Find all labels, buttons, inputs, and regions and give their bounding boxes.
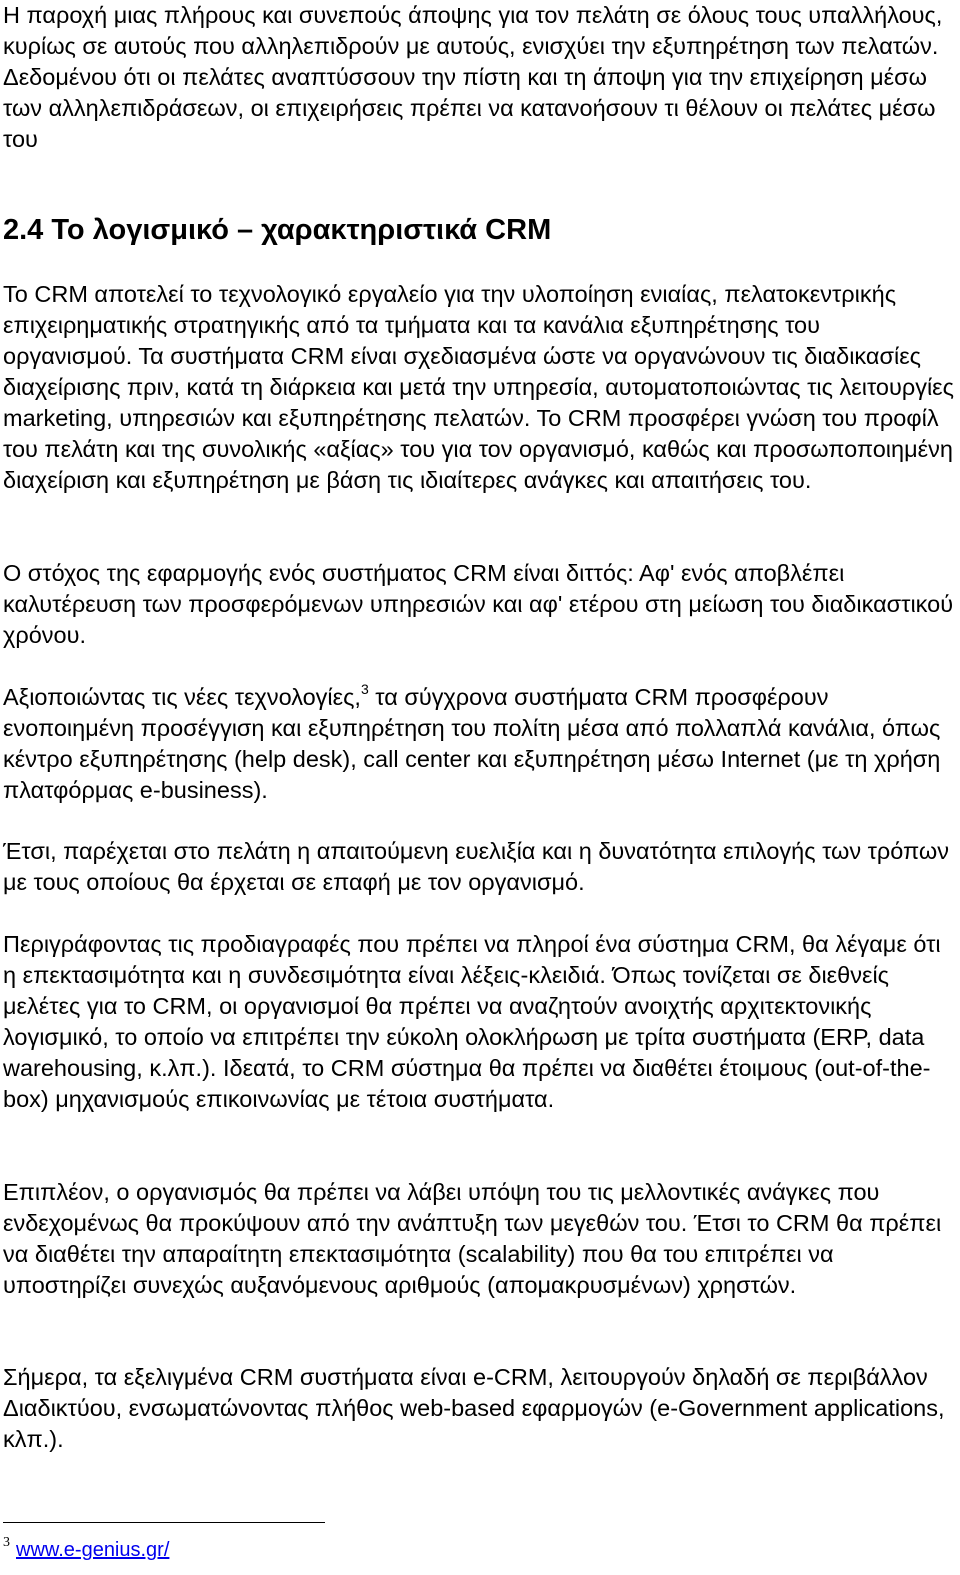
- paragraph-2: Ο στόχος της εφαρμογής ενός συστήματος CRM είναι διττός: Αφ' ενός αποβλέπει καλυτέρευση των προσφερόμενων υπηρεσιών και αφ' ετέρου στη μείωση του διαδικαστικού χρόνου.: [3, 560, 954, 648]
- paragraph-2-block: [3, 558, 955, 651]
- paragraph-5: Περιγράφοντας τις προδιαγραφές που πρέπει να πληροί ένα σύστημα CRM, θα λέγαμε ότι η επεκτασιμότητα και η συνδεσιμότητα είναι λέξεις-κλειδιά. Όπως τονίζεται σε διεθνείς μελέτες για το CRM, οι οργανισμοί θα πρέπει να αναζητούν ανοιχτής αρχιτεκτονικής λογισμικό, το οποίο να επιτρέπει την εύκολη ολοκλήρωση με τρίτα συστήματα (ERP, data warehousing, κ.λπ.). Ιδεατά, το CRM σύστημα θα πρέπει να διαθέτει έτοιμους (out-of-the-box) μηχανισμούς επικοινωνίας με τέτοια συστήματα.: [3, 931, 941, 1112]
- paragraph-6: Επιπλέον, ο οργανισμός θα πρέπει να λάβει υπόψη του τις μελλοντικές ανάγκες που ενδεχομένως θα προκύψουν από την ανάπτυξη των μεγεθών του. Έτσι το CRM θα πρέπει να διαθέτει την απαραίτητη επεκτασιμότητα (scalability) που θα του επιτρέπει να υποστηρίζει συνεχώς αυξανόμενους αριθμούς (απομακρυσμένων) χρηστών.: [3, 1179, 942, 1298]
- footnote: [3, 1533, 169, 1562]
- paragraph-4-block: [3, 836, 955, 898]
- paragraph-3-start: Αξιοποιώντας τις νέες τεχνολογίες,: [3, 684, 361, 710]
- footnote-link[interactable]: www.e-genius.gr/: [16, 1538, 170, 1561]
- section-heading: 2.4 Το λογισμικό – χαρακτηριστικά CRM: [3, 214, 552, 246]
- paragraph-6-block: [3, 1177, 955, 1301]
- paragraph-7: Σήμερα, τα εξελιγμένα CRM συστήματα είναι e-CRM, λειτουργούν δηλαδή σε περιβάλλον Διαδικτύου, ενσωματώνοντας πλήθος web-based εφαρμογών (e-Government applications, κλπ.).: [3, 1364, 945, 1452]
- paragraph-4: Έτσι, παρέχεται στο πελάτη η απαιτούμενη ευελιξία και η δυνατότητα επιλογής των τρόπων με τους οποίους θα έρχεται σε επαφή με τον οργανισμό.: [3, 838, 950, 895]
- paragraph-3-block: [3, 682, 955, 806]
- paragraph-3-end: τα σύγχρονα συστήματα CRM προσφέρουν ενοποιημένη προσέγγιση και εξυπηρέτηση του πολίτη μέσα από πολλαπλά κανάλια, όπως κέντρο εξυπηρέτησης (help desk), call center και εξυπηρέτηση μέσω Internet (με τη χρήση πλατφόρμας e-business).: [3, 684, 941, 803]
- paragraph-1-block: [3, 279, 955, 496]
- intro-paragraph: Η παροχή μιας πλήρους και συνεπούς άποψης για τον πελάτη σε όλους τους υπαλλήλους, κυρίως σε αυτούς που αλληλεπιδρούν με αυτούς, ενισχύει την εξυπηρέτηση των πελατών. Δεδομένου ότι οι πελάτες αναπτύσσουν την πίστη και τη άποψη για την επιχείρηση μέσω των αλληλεπιδράσεων, οι επιχειρήσεις πρέπει να κατανοήσουν τι θέλουν οι πελάτες μέσω του: [3, 2, 943, 152]
- paragraph-1: Το CRM αποτελεί το τεχνολογικό εργαλείο για την υλοποίηση ενιαίας, πελατοκεντρικής επιχειρηματικής στρατηγικής από τα τμήματα και τα κανάλια εξυπηρέτησης του οργανισμού. Τα συστήματα CRM είναι σχεδιασμένα ώστε να οργανώνουν τις διαδικασίες διαχείρισης πριν, κατά τη διάρκεια και μετά την υπηρεσία, αυτοματοποιώντας τις λειτουργίες marketing, υπηρεσιών και εξυπηρέτησης πελατών. Το CRM προσφέρει γνώση του προφίλ του πελάτη και της συνολικής «αξίας» του για τον οργανισμό, καθώς και προσωποποιημένη διαχείριση και εξυπηρέτηση με βάση τις ιδιαίτερες ανάγκες και απαιτήσεις του.: [3, 281, 954, 493]
- footnote-separator: [3, 1522, 325, 1523]
- intro-paragraph-block: [3, 0, 955, 155]
- paragraph-3: [3, 682, 955, 806]
- paragraph-7-block: [3, 1362, 955, 1455]
- paragraph-5-block: [3, 929, 955, 1115]
- footnote-number: 3: [3, 1535, 10, 1550]
- footnote-reference[interactable]: 3: [360, 681, 369, 698]
